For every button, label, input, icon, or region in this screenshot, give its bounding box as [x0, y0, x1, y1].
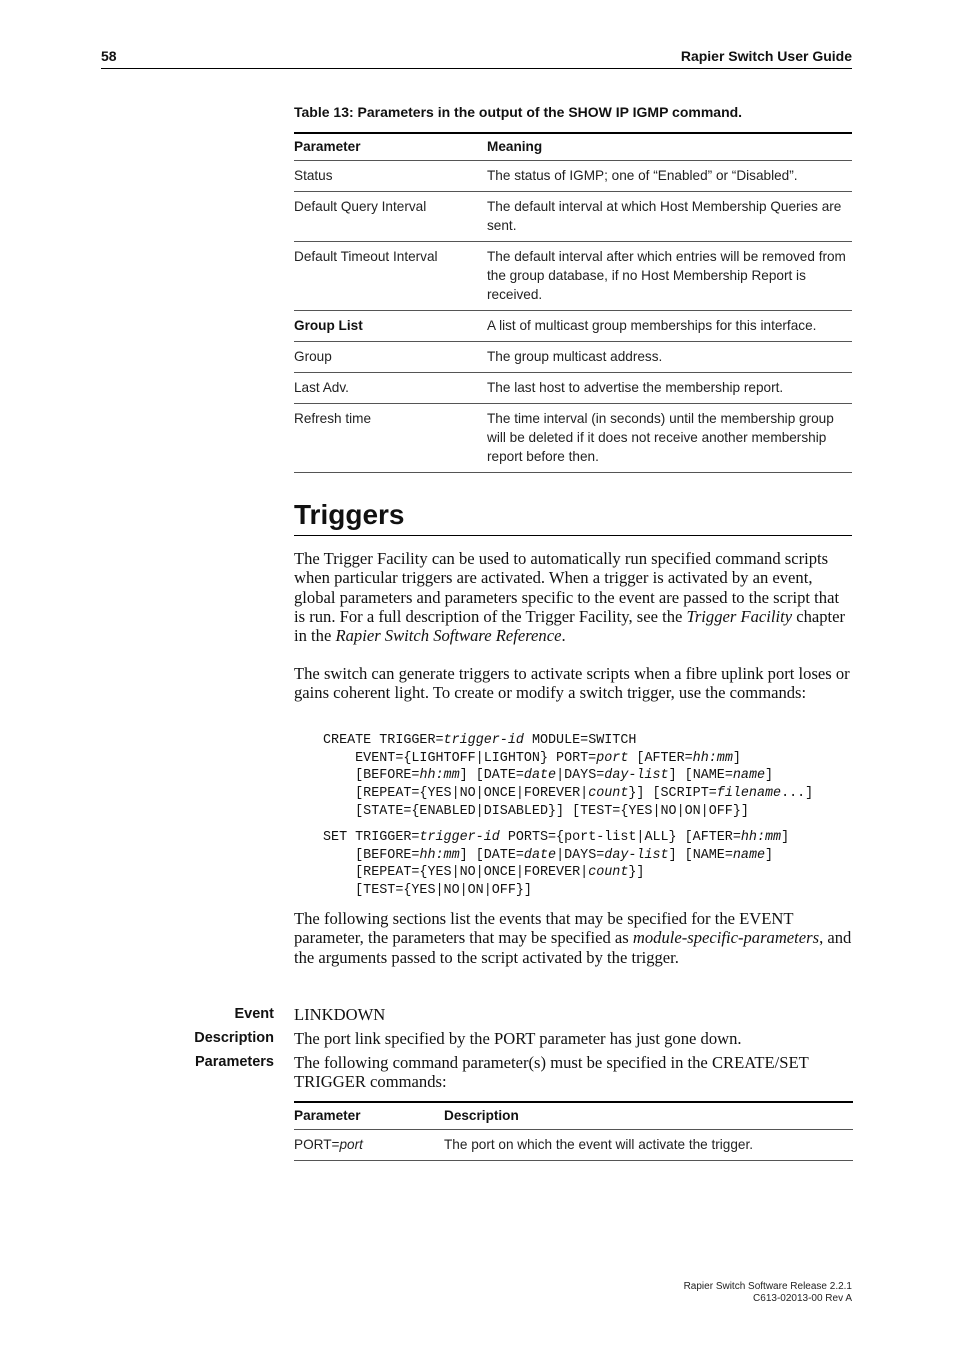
meaning-cell: A list of multicast group memberships for this interface. — [487, 311, 852, 342]
description-value: The port link specified by the PORT parameter has just gone down. — [294, 1029, 742, 1048]
table-header-row — [294, 1102, 853, 1130]
table-row — [294, 404, 852, 473]
table-row — [294, 311, 852, 342]
parameter-cell: Group — [294, 342, 487, 373]
meaning-cell: The time interval (in seconds) until the membership group will be deleted if it does not receive another membership report before then. — [487, 404, 852, 473]
table-row — [294, 1130, 853, 1161]
set-trigger-syntax: SET TRIGGER=trigger-id PORTS={port-list|ALL} [AFTER=hh:mm] [BEFORE=hh:mm] [DATE=date|DAYS=day-list] [NAME=name] [REPEAT={YES|NO|ONCE|FOREVER|count}] [TEST={YES|NO|ON|OFF}] — [323, 830, 790, 899]
meaning-cell: The group multicast address. — [487, 342, 852, 373]
page-number: 58 — [101, 48, 117, 64]
description-cell: The port on which the event will activate the trigger. — [444, 1130, 853, 1161]
linkdown-parameter-table — [294, 1101, 853, 1161]
event-value: LINKDOWN — [294, 1005, 386, 1024]
column-header-parameter: Parameter — [294, 1102, 444, 1130]
table-row — [294, 192, 852, 242]
table-caption: Table 13: Parameters in the output of the SHOW IP IGMP command. — [294, 104, 743, 120]
column-header-description: Description — [444, 1102, 853, 1130]
parameters-label: Parameters — [195, 1054, 274, 1070]
table-row — [294, 342, 852, 373]
event-label: Event — [234, 1006, 274, 1022]
intro-paragraph: The Trigger Facility can be used to automatically run specified command scripts when particular triggers are activated. When a trigger is activated by an event, global parameters and parameters specific to the event are passed to the script that is run. For a full description of the Trigger Facility, see the Trigger Facility chapter in the Rapier Switch Software Reference. — [294, 549, 846, 646]
parameter-cell: Default Timeout Interval — [294, 242, 487, 311]
parameters-value: The following command parameter(s) must be specified in the CREATE/SET TRIGGER commands: — [294, 1053, 809, 1092]
events-intro-paragraph: The following sections list the events that may be specified for the EVENT parameter, the parameters that may be specified as module-specific-parameters, and the arguments passed to the script activated by the trigger. — [294, 909, 852, 967]
parameter-cell: Group List — [294, 311, 487, 342]
create-trigger-syntax: CREATE TRIGGER=trigger-id MODULE=SWITCH EVENT={LIGHTOFF|LIGHTON} PORT=port [AFTER=hh:mm] [BEFORE=hh:mm] [DATE=date|DAYS=day-list] [NAME=name] [REPEAT={YES|NO|ONCE|FOREVER|count}] [SCRIPT=filename...] [STATE={ENABLED|DISABLED}] [TEST={YES|NO|ON|OFF}] — [323, 733, 814, 819]
meaning-cell: The status of IGMP; one of “Enabled” or “Disabled”. — [487, 161, 852, 192]
document-code: C613-02013-00 Rev A — [753, 1293, 852, 1304]
parameter-cell: Refresh time — [294, 404, 487, 473]
parameter-cell: PORT=port — [294, 1130, 444, 1161]
table-header-row — [294, 133, 852, 161]
section-heading: Triggers — [294, 497, 852, 536]
commands-intro-paragraph: The switch can generate triggers to activate scripts when a fibre uplink port loses or gains coherent light. To create or modify a switch trigger, use the commands: — [294, 664, 850, 703]
module-specific-parameters-term: module-specific-parameters — [632, 928, 820, 948]
page-header — [101, 48, 852, 69]
parameter-cell: Status — [294, 161, 487, 192]
page-footer — [684, 1281, 852, 1305]
column-header-meaning: Meaning — [487, 133, 852, 161]
meaning-cell: The default interval after which entries will be removed from the group database, if no Host Membership Report is received. — [487, 242, 852, 311]
table-row — [294, 373, 852, 404]
column-header-parameter: Parameter — [294, 133, 487, 161]
table-row — [294, 161, 852, 192]
trigger-facility-reference: Trigger Facility — [686, 606, 793, 626]
table-row — [294, 242, 852, 311]
release-line: Rapier Switch Software Release 2.2.1 — [683, 1281, 852, 1292]
igmp-parameters-table — [294, 132, 852, 473]
meaning-cell: The last host to advertise the membership report. — [487, 373, 852, 404]
description-label: Description — [194, 1030, 274, 1046]
software-reference-title: Rapier Switch Software Reference — [335, 626, 562, 646]
parameter-cell: Default Query Interval — [294, 192, 487, 242]
parameter-cell: Last Adv. — [294, 373, 487, 404]
guide-title: Rapier Switch User Guide — [680, 48, 852, 64]
meaning-cell: The default interval at which Host Membership Queries are sent. — [487, 192, 852, 242]
